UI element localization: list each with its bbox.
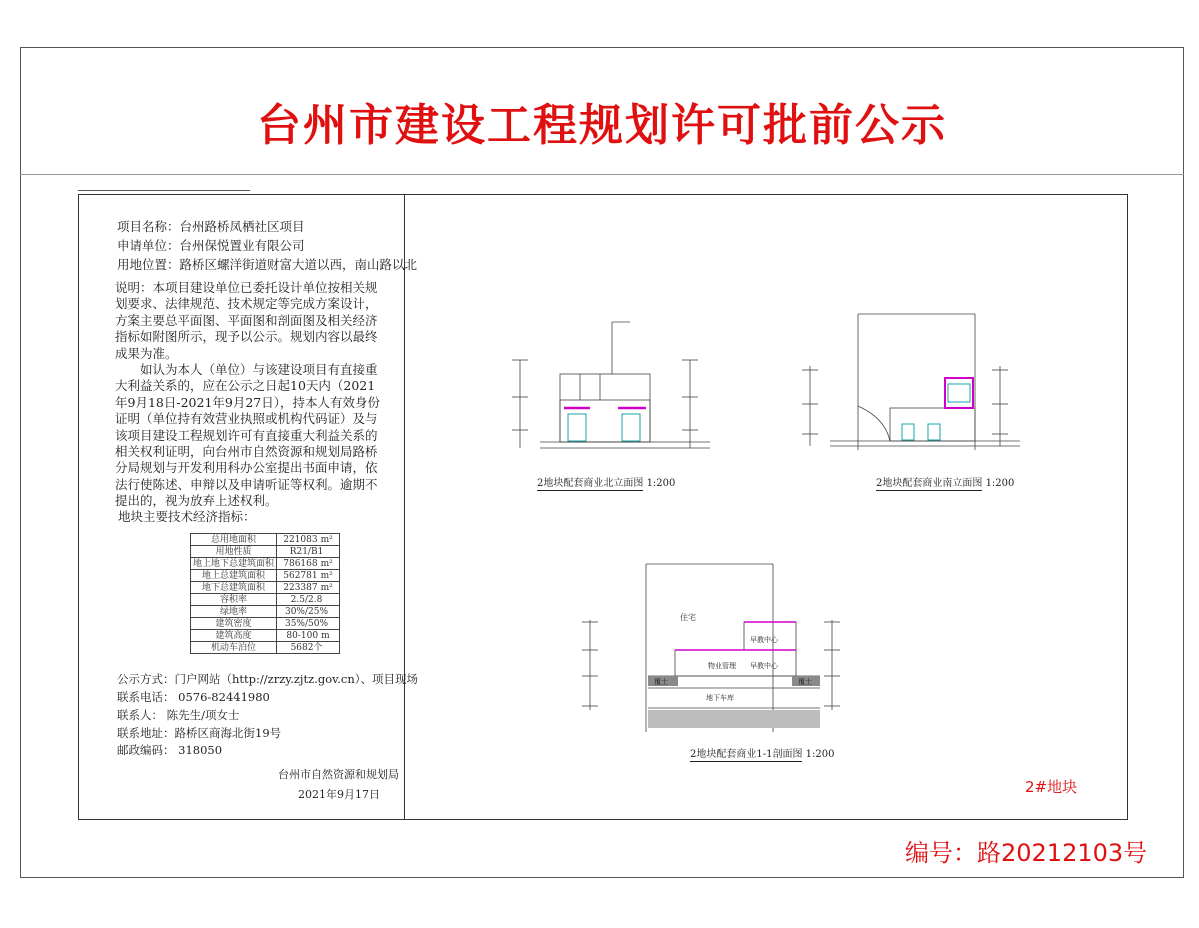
contact-phone: 联系电话： 0576-82441980 xyxy=(117,690,270,704)
index-value xyxy=(277,630,340,642)
index-unit: m² xyxy=(320,570,333,581)
index-key: 建筑密度 xyxy=(191,618,277,630)
index-value-text: 786168 xyxy=(283,558,318,569)
label-garage: 地下车库 xyxy=(706,694,734,702)
applicant: 申请单位：台州保悦置业有限公司 xyxy=(117,238,305,253)
table-row xyxy=(191,618,340,630)
table-row xyxy=(191,630,340,642)
index-value xyxy=(277,606,340,618)
index-key: 绿地率 xyxy=(191,606,277,618)
index-value-text: 2.5/2.8 xyxy=(290,594,323,605)
label-soil-right: 覆土 xyxy=(798,678,812,686)
table-row xyxy=(191,642,340,654)
index-value xyxy=(277,570,340,582)
table-row xyxy=(191,546,340,558)
index-unit: m xyxy=(321,630,330,641)
foundation-fill xyxy=(648,710,820,728)
index-value xyxy=(277,642,340,654)
index-key: 机动车泊位 xyxy=(191,642,277,654)
index-value xyxy=(277,558,340,570)
publicity-method: 公示方式：门户网站（http://zrzy.zjtz.gov.cn）、项目现场 xyxy=(117,672,419,686)
table-row xyxy=(191,606,340,618)
index-unit: m² xyxy=(320,582,333,593)
section-drawing xyxy=(570,560,880,740)
description-para-1: 说明：本项目建设单位已委托设计单位按相关规划要求、法律规范、技术规定等完成方案设计，方案主要总平面图、平面图和剖面图及相关经济指标如附图所示，现予以公示。规划内容以最终成果为准。 xyxy=(115,280,378,361)
index-unit: m² xyxy=(320,558,333,569)
label-early-edu-2: 早教中心 xyxy=(750,662,778,670)
index-unit: m² xyxy=(320,534,333,545)
page-title: 台州市建设工程规划许可批前公示 xyxy=(257,100,947,151)
section-caption: 2地块配套商业1-1剖面图 1:200 xyxy=(690,749,835,760)
contact-person: 联系人： 陈先生/项女士 xyxy=(117,708,240,722)
signature-date: 2021年9月17日 xyxy=(298,788,380,801)
table-row xyxy=(191,582,340,594)
index-key: 地上地下总建筑面积 xyxy=(191,558,277,570)
index-value xyxy=(277,618,340,630)
index-value-text: 221083 xyxy=(283,534,318,545)
project-name: 项目名称：台州路桥凤栖社区项目 xyxy=(117,219,305,234)
label-early-edu-1: 早教中心 xyxy=(750,636,778,644)
index-value-text: R21/B1 xyxy=(289,546,324,557)
plot-tag: 2#地块 xyxy=(1025,778,1078,796)
serial-number: 编号：路20212103号 xyxy=(905,839,1148,867)
index-value-text: 223387 xyxy=(283,582,318,593)
index-value-text: 80-100 xyxy=(286,630,319,641)
title-band xyxy=(20,47,1184,175)
signature-org: 台州市自然资源和规划局 xyxy=(278,768,399,781)
table-row xyxy=(191,570,340,582)
description xyxy=(115,280,385,510)
table-row xyxy=(191,594,340,606)
index-value xyxy=(277,582,340,594)
index-value-text: 5682个 xyxy=(290,642,323,653)
label-soil-left: 覆土 xyxy=(654,678,668,686)
south-elevation-caption: 2地块配套商业南立面图 1:200 xyxy=(876,478,1015,489)
contact-postcode: 邮政编码： 318050 xyxy=(117,743,223,757)
label-property: 物业管理 xyxy=(708,662,736,670)
index-value xyxy=(277,546,340,558)
index-value-text: 562781 xyxy=(283,570,318,581)
index-value-text: 30%/25% xyxy=(284,606,329,617)
indices-table xyxy=(190,533,340,654)
south-elevation-drawing xyxy=(790,306,1050,456)
sheet-divider xyxy=(404,194,405,820)
index-key: 总用地面积 xyxy=(191,534,277,546)
index-key: 用地性质 xyxy=(191,546,277,558)
index-value-text: 35%/50% xyxy=(284,618,329,629)
corner-rule xyxy=(78,190,250,191)
index-value xyxy=(277,534,340,546)
index-key: 建筑高度 xyxy=(191,630,277,642)
north-elevation-drawing xyxy=(500,312,740,460)
index-key: 地上总建筑面积 xyxy=(191,570,277,582)
label-residence: 住宅 xyxy=(680,613,696,622)
index-value xyxy=(277,594,340,606)
table-row xyxy=(191,558,340,570)
table-row xyxy=(191,534,340,546)
site-location: 用地位置：路桥区螺洋街道财富大道以西，南山路以北 xyxy=(117,257,418,272)
description-para-2: 如认为本人（单位）与该建设项目有直接重大利益关系的，应在公示之日起10天内（2021年9月18日-2021年9月27日），持本人有效身份证明（单位持有效营业执照或机构代码证）及与该项目建设工程规划许可有直接重大利益关系的相关权利证明，向台州市自然资源和规划局路桥分局规划与开发利用科办公室提出书面申请，依法行使陈述、申辩以及申请听证等权利。逾期不提出的，视为放弃上述权利。 xyxy=(115,362,381,509)
north-elevation-caption: 2地块配套商业北立面图 1:200 xyxy=(537,478,676,489)
contact-address: 联系地址：路桥区商海北街19号 xyxy=(117,726,282,740)
indices-title: 地块主要技术经济指标： xyxy=(118,509,256,524)
index-key: 地下总建筑面积 xyxy=(191,582,277,594)
index-key: 容积率 xyxy=(191,594,277,606)
